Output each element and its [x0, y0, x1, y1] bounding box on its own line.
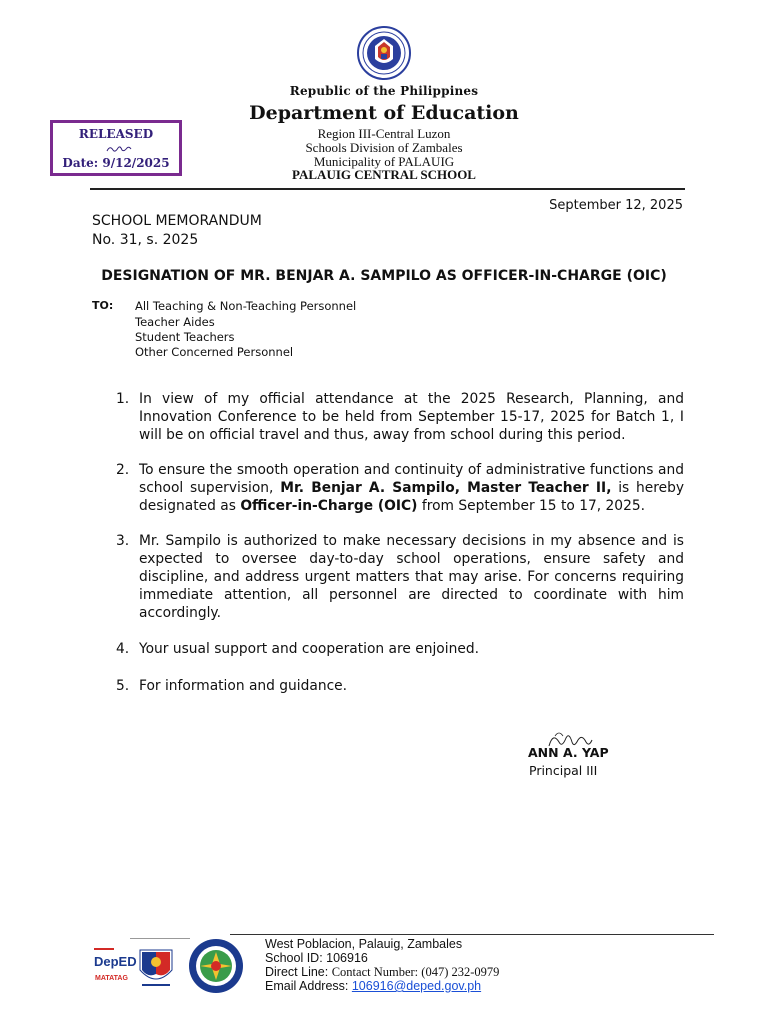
oic-designation: Officer-in-Charge (OIC)	[240, 498, 418, 514]
memo-type: SCHOOL MEMORANDUM	[92, 213, 262, 229]
contact-number: Contact Number: (047) 232-0979	[331, 965, 500, 979]
matatag-wordmark: MATATAG	[95, 975, 128, 982]
signatory-position: Principal III	[529, 763, 598, 778]
paragraph-number: 1.	[116, 391, 130, 407]
paragraph-2-text-c: from September 15 to 17, 2025.	[421, 498, 646, 514]
footer-divider	[230, 934, 714, 935]
header-region: Region III-Central Luzon	[317, 126, 451, 141]
signatory-name: ANN A. YAP	[528, 745, 609, 760]
header-municipality: Municipality of PALAUIG	[313, 154, 455, 169]
bagong-pilipinas-logo-icon	[134, 944, 178, 990]
deped-logo-icon	[92, 944, 140, 988]
paragraph-number: 5.	[116, 678, 130, 694]
to-label: TO:	[92, 299, 114, 312]
stamp-signature-icon	[105, 143, 133, 155]
footer-address: West Poblacion, Palauig, Zambales	[265, 937, 463, 951]
email-link[interactable]: 106916@deped.gov.ph	[351, 979, 482, 993]
header-department: Department of Education	[249, 102, 519, 124]
recipient-item: All Teaching & Non-Teaching Personnel	[135, 299, 357, 313]
paragraph-number: 2.	[116, 462, 130, 478]
deped-wordmark: DepED	[94, 954, 137, 969]
memo-date: September 12, 2025	[549, 198, 683, 213]
header-divider	[90, 188, 685, 190]
header-school-name: PALAUIG CENTRAL SCHOOL	[292, 167, 476, 182]
stamp-title: RELEASED	[78, 127, 154, 141]
footer-email	[265, 979, 481, 993]
released-stamp	[50, 120, 182, 176]
paragraph-5: For information and guidance.	[139, 678, 348, 694]
memo-number: No. 31, s. 2025	[92, 232, 199, 248]
paragraph-4: Your usual support and cooperation are enjoined.	[139, 641, 479, 657]
paragraph-number: 4.	[116, 641, 130, 657]
paragraph-2-text-b: is hereby designated as	[139, 480, 685, 514]
palauig-central-school-logo-icon	[188, 938, 244, 994]
header-republic: Republic of the Philippines	[289, 84, 479, 98]
paragraph-2	[139, 461, 684, 515]
footer-direct-line	[265, 965, 499, 980]
recipient-item: Other Concerned Personnel	[135, 345, 294, 359]
memo-title: DESIGNATION OF MR. BENJAR A. SAMPILO AS OFFICER-IN-CHARGE (OIC)	[101, 268, 667, 284]
paragraph-3: Mr. Sampilo is authorized to make necessary decisions in my absence and is expected to oversee day-to-day school operations, ensure safety and discipline, and address urgent matters that may arise. For concerns requiring immediate attention, all personnel are directed to coordinate with him accordingly.	[139, 533, 684, 621]
paragraph-2-text-a: To ensure the smooth operation and continuity of administrative functions and school supervision,	[139, 462, 684, 496]
paragraph-1: In view of my official attendance at the 2025 Research, Planning, and Innovation Conference to be held from September 15-17, 2025 for Batch 1, I will be on official travel and thus, away from school during this period.	[139, 391, 684, 443]
recipient-item: Student Teachers	[135, 330, 235, 344]
direct-line-label: Direct Line:	[265, 965, 329, 979]
email-label: Email Address:	[265, 979, 349, 993]
deped-matatag-logo	[92, 944, 140, 988]
footer-school-id: School ID: 106916	[265, 951, 368, 965]
oic-name: Mr. Benjar A. Sampilo, Master Teacher II,	[280, 480, 612, 496]
paragraph-number: 3.	[116, 533, 130, 549]
recipient-item: Teacher Aides	[135, 315, 215, 329]
deped-seal-icon	[357, 26, 411, 80]
stamp-date: Date: 9/12/2025	[62, 156, 170, 170]
footer-short-rule	[130, 938, 190, 939]
header-division: Schools Division of Zambales	[305, 140, 463, 155]
